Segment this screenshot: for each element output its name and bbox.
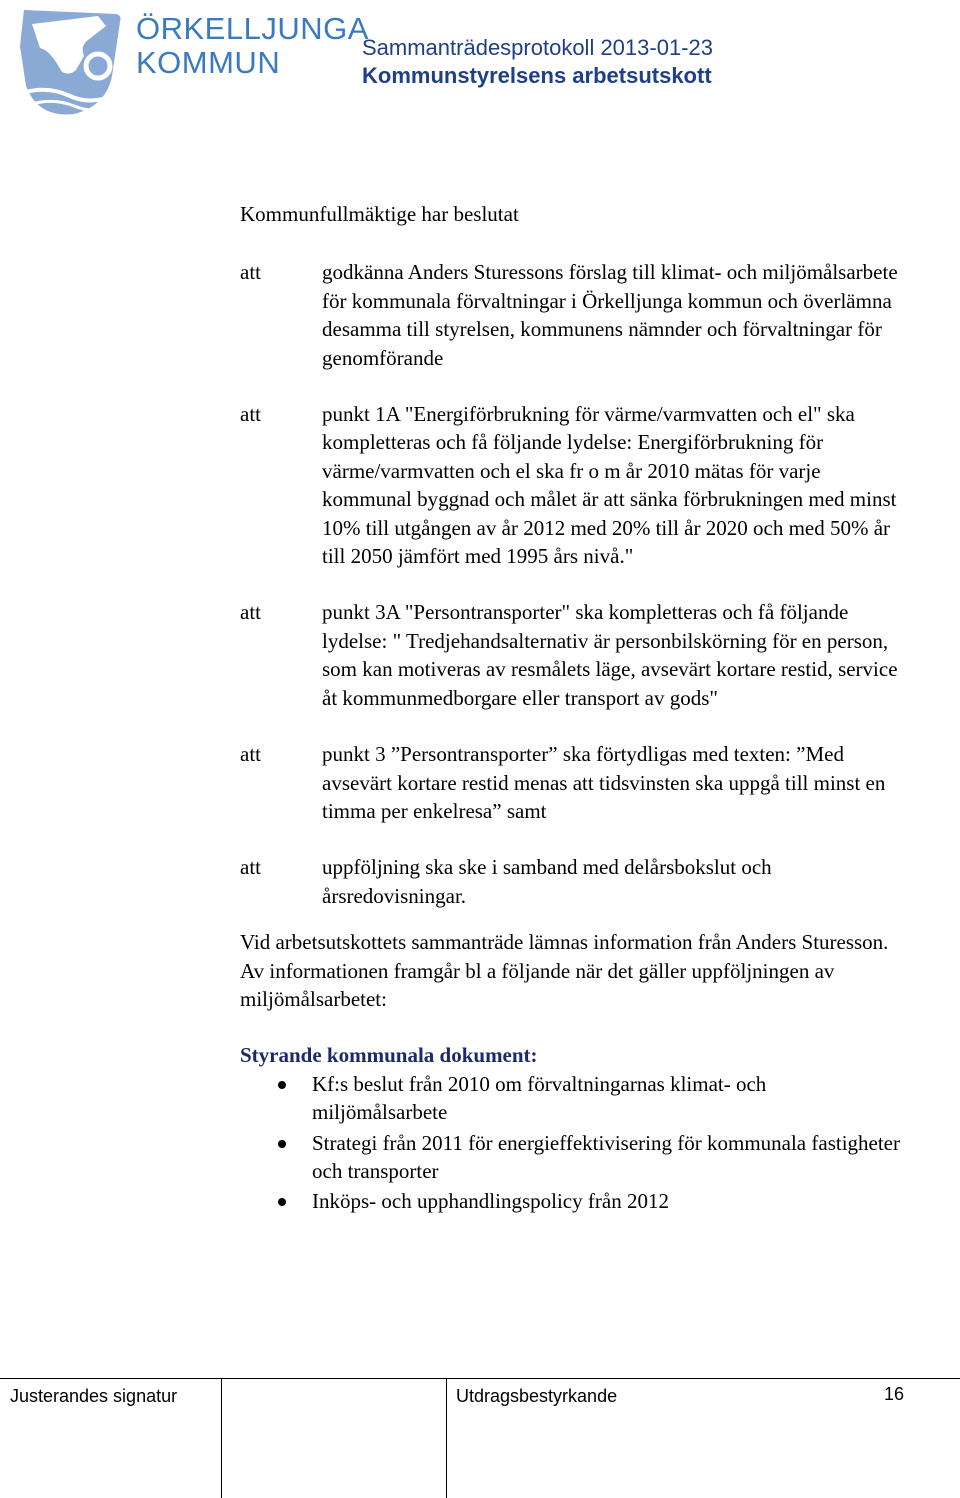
list-item-text: Strategi från 2011 för energieffektivisering för kommunala fastigheter och transporter: [312, 1130, 900, 1183]
decision-clause: [240, 740, 900, 825]
committee-name: Kommunstyrelsens arbetsutskott: [362, 63, 712, 88]
clause-text: uppföljning ska ske i samband med delårsbokslut och årsredovisningar.: [322, 855, 772, 908]
document-body: [240, 200, 900, 1218]
page-footer: [0, 1378, 960, 1498]
logo-text-line1: ÖRKELLJUNGA: [136, 11, 369, 46]
section-title: Styrande kommunala dokument:: [240, 1043, 538, 1068]
utdragsbestyrkande-label: Utdragsbestyrkande: [456, 1386, 618, 1406]
decision-clause: [240, 853, 900, 910]
decision-clause: [240, 400, 900, 570]
document-list: [240, 1070, 900, 1216]
list-item: [240, 1070, 900, 1127]
clause-marker: att: [240, 855, 261, 880]
decision-heading: Kommunfullmäktige har beslutat: [240, 202, 519, 226]
municipality-logo: [18, 6, 369, 118]
list-item-text: Kf:s beslut från 2010 om förvaltningarnas klimat- och miljömålsarbete: [312, 1071, 767, 1125]
bullet-icon: [278, 1140, 286, 1148]
clause-text: godkänna Anders Sturessons förslag till klimat- och miljömålsarbete för kommunala förvaltningar i Örkelljunga kommun och överlämna desamma till styrelsen, kommunens nämnder och förvaltningar för genomförande: [322, 260, 898, 370]
protocol-title: Sammanträdesprotokoll 2013-01-23: [362, 35, 713, 60]
clause-text: punkt 1A "Energiförbrukning för värme/varmvatten och el" ska kompletteras och få följande lydelse: Energiförbrukning för värme/varmvatten och el ska fr o m år 2010 mätas för varje kommunal byggnad och målet är att sänka förbrukningen med minst 10% till utgången av år 2012 med 20% till år 2020 och med 50% år till 2050 jämfört med 1995 års nivå.": [322, 402, 897, 569]
footer-divider: [0, 1378, 960, 1379]
list-item-text: Inköps- och upphandlingspolicy från 2012: [312, 1189, 669, 1214]
decision-clause: [240, 258, 900, 372]
document-header: [362, 34, 713, 90]
logo-text-line2: KOMMUN: [136, 45, 281, 80]
clause-marker: att: [240, 600, 261, 625]
page-number: 16: [884, 1384, 905, 1404]
clause-marker: att: [240, 402, 261, 427]
clause-marker: att: [240, 742, 261, 767]
list-item: [240, 1129, 900, 1186]
bullet-icon: [278, 1081, 286, 1089]
clause-text: punkt 3 ”Persontransporter” ska förtydligas med texten: ”Med avsevärt kortare restid menas att tidsvinsten ska uppgå till minst en timma per enkelresa” samt: [322, 742, 886, 823]
footer-column-divider: [221, 1378, 222, 1498]
logo-emblem-icon: [18, 6, 128, 118]
clause-marker: att: [240, 260, 261, 285]
list-item: [240, 1187, 900, 1215]
clause-text: punkt 3A "Persontransporter" ska kompletteras och få följande lydelse: " Tredjehandsalternativ är personbilskörning för en person, som kan motiveras av resmålets läge, avsevärt kortare restid, service åt kommunmedborgare eller transport av gods": [322, 600, 898, 710]
justerandes-signatur-label: Justerandes signatur: [10, 1386, 178, 1406]
information-paragraph: Vid arbetsutskottets sammanträde lämnas information från Anders Sturesson. Av informationen framgår bl a följande när det gäller uppföljningen av miljömålsarbetet:: [240, 930, 889, 1011]
bullet-icon: [278, 1198, 286, 1206]
footer-column-divider: [446, 1378, 447, 1498]
decision-clause: [240, 598, 900, 712]
